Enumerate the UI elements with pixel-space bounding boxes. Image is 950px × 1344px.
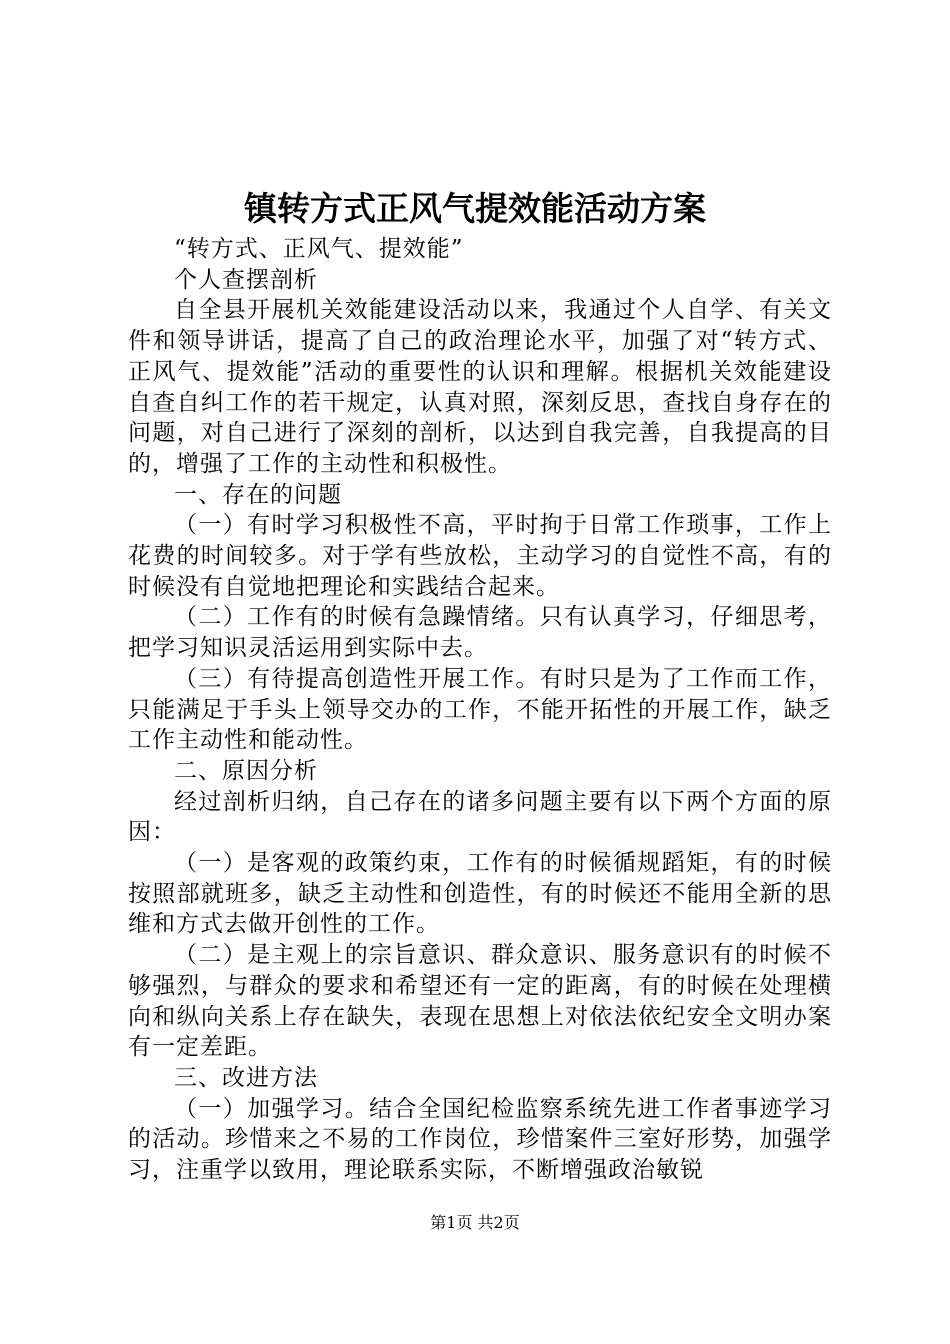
paragraph-improvement-1: （一）加强学习。结合全国纪检监察系统先进工作者事迹学习的活动。珍惜来之不易的工作岗位，珍惜案件三室好形势，加强学习，注重学以致用，理论联系实际，不断增强政治敏锐 [128,1095,832,1184]
subtitle-slogan: “转方式、正风气、提效能” [174,236,464,262]
section-heading-causes: 二、原因分析 [174,757,318,784]
paragraph-problem-3: （三）有待提高创造性开展工作。有时只是为了工作而工作，只能满足于手头上领导交办的工作，不能开拓性的开展工作，缺乏工作主动性和能动性。 [128,665,832,754]
paragraph-problem-1: （一）有时学习积极性不高，平时拘于日常工作琐事，工作上花费的时间较多。对于学有些放松，主动学习的自觉性不高，有的时候没有自觉地把理论和实践结合起来。 [128,512,832,600]
document-title: 镇转方式正风气提效能活动方案 [244,189,706,228]
paragraph-intro: 自全县开展机关效能建设活动以来，我通过个人自学、有关文件和领导讲话，提高了自己的政治理论水平，加强了对“转方式、正风气、提效能”活动的重要性的认识和理解。根据机关效能建设自查自纠工作的若干规定，认真对照，深刻反思，查找自身存在的问题，对自己进行了深刻的剖析，以达到自我完善，自我提高的目的，增强了工作的主动性和积极性。 [128,297,832,477]
section-heading-problems: 一、存在的问题 [174,481,342,508]
subtitle-heading: 个人查摆剖析 [174,266,318,293]
paragraph-cause-2: （二）是主观上的宗旨意识、群众意识、服务意识有的时候不够强烈，与群众的要求和希望还有一定的距离，有的时候在处理横向和纵向关系上存在缺失，表现在思想上对依法依纪安全文明办案有一定差距。 [128,942,832,1061]
document-body [128,234,832,1186]
section-heading-improvements: 三、改进方法 [174,1064,318,1091]
paragraph-causes-intro: 经过剖析归纳，自己存在的诸多问题主要有以下两个方面的原因： [128,788,832,846]
paragraph-cause-1: （一）是客观的政策约束，工作有的时候循规蹈矩，有的时候按照部就班多，缺乏主动性和创造性，有的时候还不能用全新的思维和方式去做开创性的工作。 [128,850,832,938]
page-footer: 第1页 共2页 [430,1213,520,1232]
paragraph-problem-2: （二）工作有的时候有急躁情绪。只有认真学习，仔细思考，把学习知识灵活运用到实际中去。 [128,604,832,662]
